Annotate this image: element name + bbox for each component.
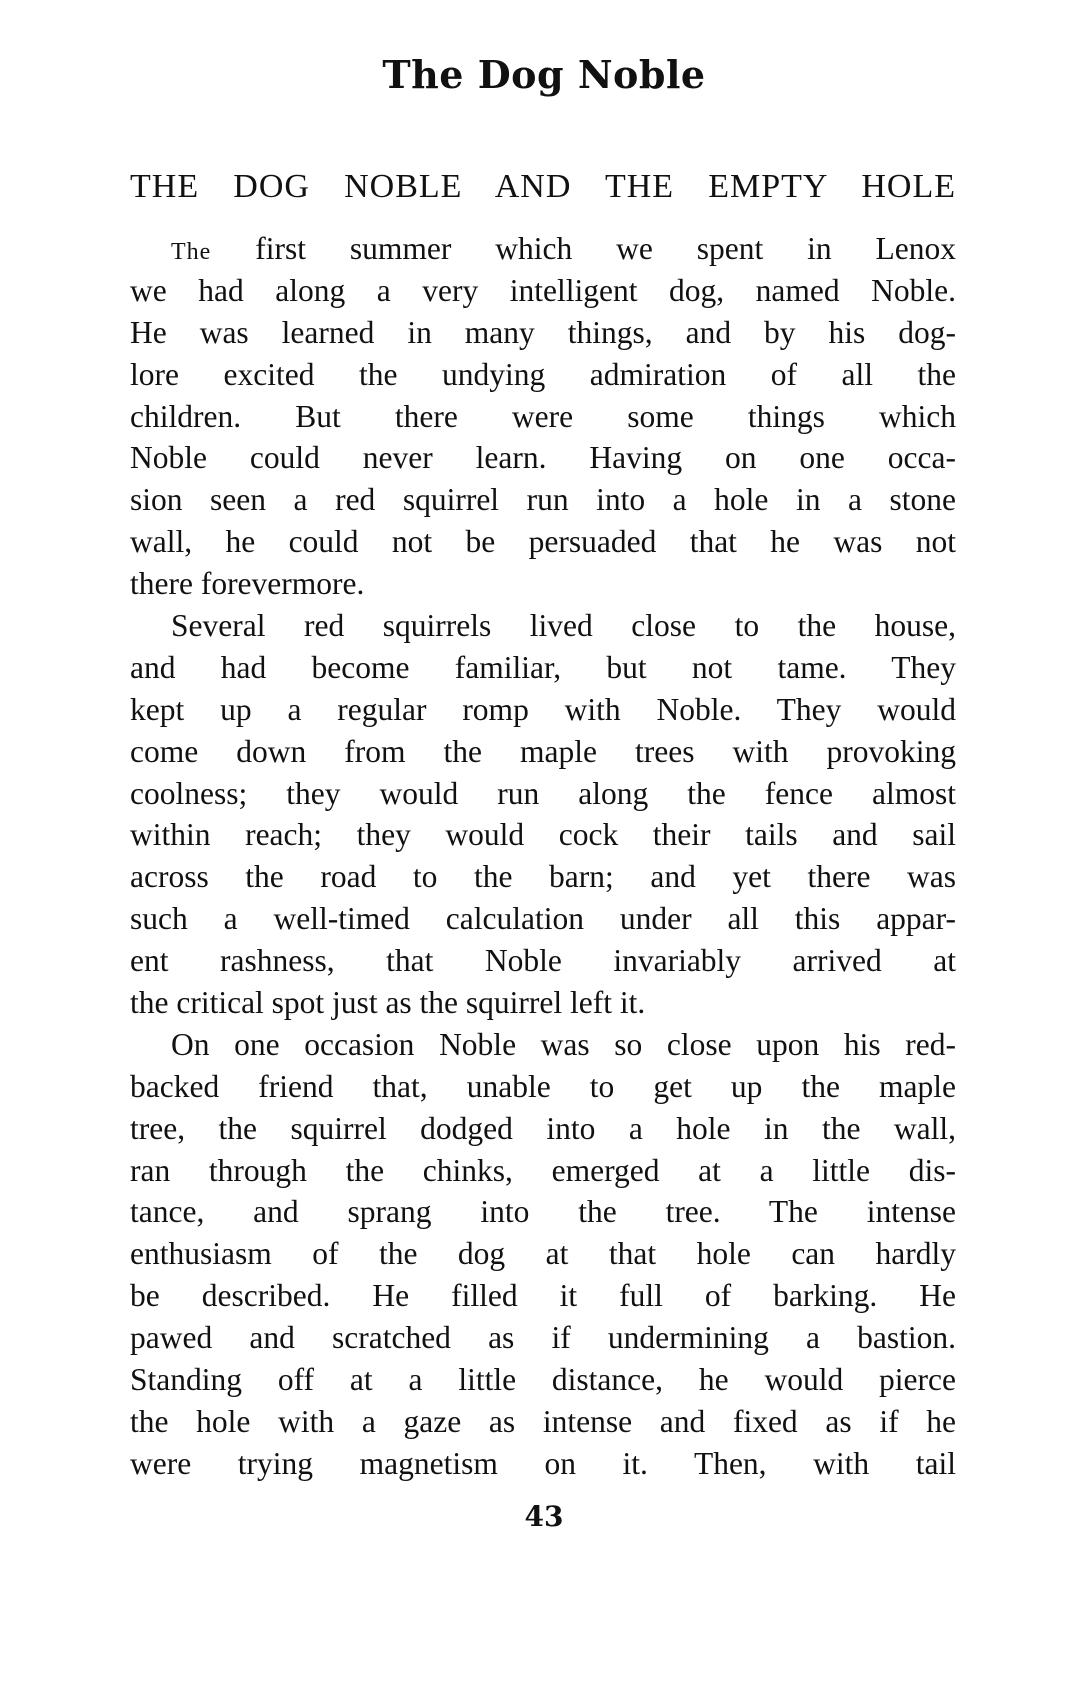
page-number: 43	[524, 1500, 564, 1533]
text-line: sion seen a red squirrel run into a hole in a stone	[130, 482, 956, 518]
text-line: enthusiasm of the dog at that hole can hardly	[130, 1236, 956, 1272]
text-line: ent rashness, that Noble invariably arrived at	[130, 943, 956, 979]
text-line: backed friend that, unable to get up the maple	[130, 1068, 956, 1104]
text-line: and had become familiar, but not tame. They	[130, 649, 956, 685]
text-line: Noble could never learn. Having on one occa-	[130, 440, 956, 476]
text-line: the hole with a gaze as intense and fixed as if he	[130, 1403, 956, 1439]
small-caps-word: The	[171, 239, 212, 265]
text-line: across the road to the barn; and yet there was	[130, 859, 956, 895]
text-line: coolness; they would run along the fence almost	[130, 775, 956, 811]
text-line	[130, 228, 956, 270]
text-line: Standing off at a little distance, he would pierce	[130, 1362, 956, 1398]
text-line: ran through the chinks, emerged at a little dis-	[130, 1152, 956, 1188]
text-line: On one occasion Noble was so close upon his red-	[171, 1026, 956, 1062]
text-line: Several red squirrels lived close to the house,	[171, 608, 956, 644]
text-line: wall, he could not be persuaded that he was not	[130, 524, 956, 560]
text-line: such a well-timed calculation under all this appar-	[130, 901, 956, 937]
running-head: The Dog Noble	[382, 52, 706, 97]
text-line: come down from the maple trees with provoking	[130, 733, 956, 769]
text-line: pawed and scratched as if undermining a bastion.	[130, 1320, 956, 1356]
text-line: the critical spot just as the squirrel left it.	[130, 985, 646, 1021]
text-line: were trying magnetism on it. Then, with tail	[130, 1445, 956, 1481]
text-line: there forevermore.	[130, 566, 365, 602]
text-line: tance, and sprang into the tree. The intense	[130, 1194, 956, 1230]
text-line: kept up a regular romp with Noble. They would	[130, 691, 956, 727]
body-text	[130, 228, 956, 1485]
text-line: He was learned in many things, and by his dog-	[130, 314, 956, 350]
line-text: first summer which we spent in Lenox	[211, 231, 956, 266]
text-line: children. But there were some things which	[130, 398, 956, 434]
text-line: lore excited the undying admiration of all the	[130, 356, 956, 392]
chapter-title: THE DOG NOBLE AND THE EMPTY HOLE	[130, 168, 956, 205]
text-line: be described. He filled it full of barking. He	[130, 1278, 956, 1314]
text-line: we had along a very intelligent dog, named Noble.	[130, 272, 956, 308]
text-line: within reach; they would cock their tails and sail	[130, 817, 956, 853]
text-line: tree, the squirrel dodged into a hole in the wall,	[130, 1110, 956, 1146]
